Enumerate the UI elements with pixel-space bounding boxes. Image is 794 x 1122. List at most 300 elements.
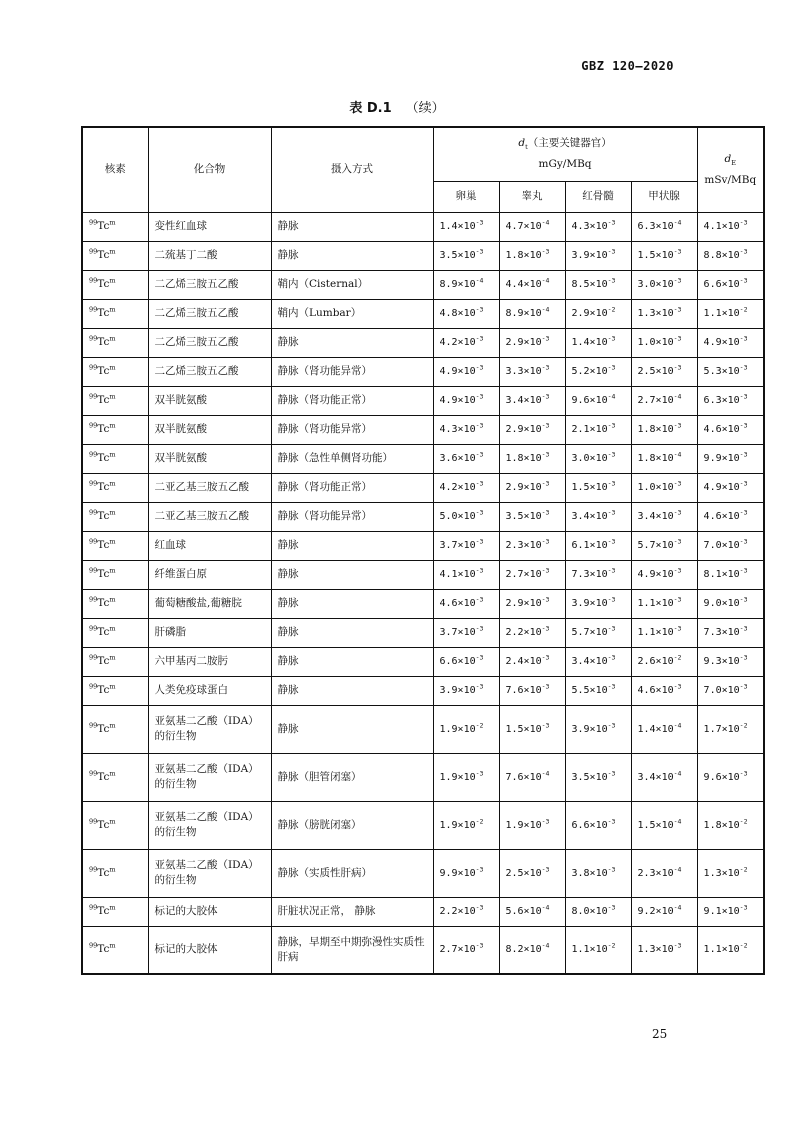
- thyroid-dose-cell: [631, 212, 697, 241]
- metastable-mark: m: [109, 479, 116, 488]
- red-marrow-dose-cell: [565, 849, 631, 897]
- dose-exponent: -3: [673, 276, 682, 285]
- route-cell: 静脉（肾功能正常）: [271, 386, 433, 415]
- testis-dose-cell: [499, 357, 565, 386]
- table-row: [82, 357, 764, 386]
- col-header-thyroid: 甲状腺: [631, 181, 697, 212]
- metastable-mark: m: [109, 276, 116, 285]
- testis-dose-cell: [499, 212, 565, 241]
- dose-exponent: -3: [475, 479, 484, 488]
- dose-exponent: -3: [475, 334, 484, 343]
- dose-exponent: -3: [673, 537, 682, 546]
- table-row: [82, 589, 764, 618]
- dose-exponent: -3: [475, 941, 484, 950]
- testis-dose-cell: [499, 647, 565, 676]
- dose-mantissa: 6.3×10: [637, 221, 674, 232]
- effective-dose-cell: [697, 328, 764, 357]
- thyroid-dose-cell: [631, 299, 697, 328]
- dose-mantissa: 2.5×10: [637, 366, 674, 377]
- testis-dose-cell: [499, 753, 565, 801]
- dose-mantissa: 1.1×10: [637, 598, 674, 609]
- metastable-mark: m: [109, 363, 116, 372]
- metastable-mark: m: [109, 508, 116, 517]
- dose-exponent: -3: [607, 218, 616, 227]
- dose-mantissa: 4.9×10: [439, 366, 476, 377]
- dose-mantissa: 3.9×10: [439, 685, 476, 696]
- dose-mantissa: 2.3×10: [505, 540, 542, 551]
- nuclide-cell: [82, 299, 148, 328]
- element-symbol: Tc: [97, 249, 110, 261]
- compound-cell: 葡萄糖酸盐,葡糖脘: [148, 589, 271, 618]
- route-cell: 静脉（肾功能异常）: [271, 502, 433, 531]
- dose-mantissa: 3.4×10: [637, 511, 674, 522]
- red-marrow-dose-cell: [565, 647, 631, 676]
- nuclide-cell: [82, 897, 148, 926]
- de-symbol: d: [724, 152, 732, 165]
- dose-mantissa: 5.7×10: [571, 627, 608, 638]
- thyroid-dose-cell: [631, 676, 697, 705]
- dose-exponent: -3: [475, 305, 484, 314]
- thyroid-dose-cell: [631, 328, 697, 357]
- ovary-dose-cell: [433, 270, 499, 299]
- dose-mantissa: 1.9×10: [439, 771, 476, 783]
- compound-cell: 二亚乙基三胺五乙酸: [148, 473, 271, 502]
- dose-mantissa: 3.4×10: [571, 511, 608, 522]
- red-marrow-dose-cell: [565, 212, 631, 241]
- dose-mantissa: 5.3×10: [703, 366, 740, 377]
- dose-exponent: -4: [541, 305, 550, 314]
- red-marrow-dose-cell: [565, 676, 631, 705]
- metastable-mark: m: [109, 682, 116, 691]
- ovary-dose-cell: [433, 705, 499, 753]
- dose-mantissa: 4.1×10: [439, 569, 476, 580]
- dose-exponent: -3: [607, 334, 616, 343]
- metastable-mark: m: [109, 721, 116, 729]
- nuclide-cell: [82, 647, 148, 676]
- red-marrow-dose-cell: [565, 705, 631, 753]
- dose-mantissa: 5.7×10: [637, 540, 674, 551]
- dose-mantissa: 2.9×10: [505, 598, 542, 609]
- ovary-dose-cell: [433, 328, 499, 357]
- table-row: [82, 299, 764, 328]
- dose-mantissa: 2.7×10: [637, 395, 674, 406]
- route-cell: 肝脏状况正常， 静脉: [271, 897, 433, 926]
- red-marrow-dose-cell: [565, 299, 631, 328]
- dose-exponent: -3: [739, 218, 748, 227]
- ovary-dose-cell: [433, 801, 499, 849]
- dose-exponent: -2: [673, 653, 682, 662]
- testis-dose-cell: [499, 589, 565, 618]
- effective-dose-cell: [697, 299, 764, 328]
- dose-exponent: -3: [541, 537, 550, 546]
- dose-mantissa: 8.8×10: [703, 250, 740, 261]
- nuclide-cell: [82, 589, 148, 618]
- effective-dose-unit: mSv/MBq: [704, 173, 757, 186]
- dt-subscript: t: [525, 143, 528, 152]
- dose-exponent: -3: [607, 682, 616, 691]
- ovary-dose-cell: [433, 473, 499, 502]
- mass-number: 99: [89, 903, 98, 912]
- dose-mantissa: 6.6×10: [571, 819, 608, 831]
- testis-dose-cell: [499, 270, 565, 299]
- mass-number: 99: [89, 865, 98, 873]
- dose-mantissa: 4.9×10: [703, 337, 740, 348]
- nuclide-cell: [82, 328, 148, 357]
- dose-exponent: -3: [673, 363, 682, 372]
- testis-dose-cell: [499, 676, 565, 705]
- thyroid-dose-cell: [631, 926, 697, 974]
- organ-dose-title: [440, 136, 691, 151]
- effective-dose-cell: [697, 849, 764, 897]
- dose-exponent: -3: [739, 334, 748, 343]
- dose-mantissa: 2.9×10: [505, 424, 542, 435]
- ovary-dose-cell: [433, 415, 499, 444]
- nuclide-cell: [82, 212, 148, 241]
- dose-mantissa: 7.0×10: [703, 685, 740, 696]
- dose-mantissa: 1.9×10: [439, 819, 476, 831]
- table-caption: [0, 97, 794, 116]
- nuclide-cell: [82, 676, 148, 705]
- testis-dose-cell: [499, 705, 565, 753]
- compound-cell: 双半胱氨酸: [148, 444, 271, 473]
- testis-dose-cell: [499, 502, 565, 531]
- nuclide-cell: [82, 473, 148, 502]
- dose-mantissa: 1.0×10: [637, 337, 674, 348]
- dose-exponent: -3: [475, 865, 484, 874]
- table-row: [82, 849, 764, 897]
- dose-exponent: -3: [541, 508, 550, 517]
- dose-exponent: -3: [673, 479, 682, 488]
- dose-mantissa: 3.9×10: [571, 250, 608, 261]
- red-marrow-dose-cell: [565, 270, 631, 299]
- dose-mantissa: 1.5×10: [637, 250, 674, 261]
- thyroid-dose-cell: [631, 849, 697, 897]
- col-header-nuclide: 核素: [82, 127, 148, 212]
- thyroid-dose-cell: [631, 241, 697, 270]
- thyroid-dose-cell: [631, 705, 697, 753]
- dose-exponent: -3: [739, 363, 748, 372]
- dose-mantissa: 1.4×10: [439, 221, 476, 232]
- dose-mantissa: 5.5×10: [571, 685, 608, 696]
- dose-exponent: -3: [541, 865, 550, 874]
- route-cell: 静脉（膀胱闭塞）: [271, 801, 433, 849]
- dose-exponent: -3: [739, 624, 748, 633]
- effective-dose-cell: [697, 531, 764, 560]
- dose-mantissa: 9.9×10: [439, 867, 476, 879]
- element-symbol: Tc: [97, 568, 110, 580]
- route-cell: 鞘内（Lumbar）: [271, 299, 433, 328]
- dose-mantissa: 3.4×10: [637, 771, 674, 783]
- metastable-mark: m: [109, 941, 116, 950]
- thyroid-dose-cell: [631, 897, 697, 926]
- thyroid-dose-cell: [631, 618, 697, 647]
- compound-cell: 亚氨基二乙酸（IDA）的衍生物: [148, 849, 271, 897]
- dose-mantissa: 5.0×10: [439, 511, 476, 522]
- dose-exponent: -4: [673, 218, 682, 227]
- effective-dose-cell: [697, 415, 764, 444]
- dose-exponent: -3: [607, 595, 616, 604]
- dose-exponent: -3: [739, 479, 748, 488]
- dose-exponent: -3: [739, 769, 748, 778]
- dose-mantissa: 3.7×10: [439, 627, 476, 638]
- dose-exponent: -3: [607, 247, 616, 256]
- dose-exponent: -3: [541, 479, 550, 488]
- ovary-dose-cell: [433, 444, 499, 473]
- route-cell: 静脉（肾功能异常）: [271, 357, 433, 386]
- dose-mantissa: 7.0×10: [703, 540, 740, 551]
- thyroid-dose-cell: [631, 753, 697, 801]
- red-marrow-dose-cell: [565, 618, 631, 647]
- dose-mantissa: 4.6×10: [439, 598, 476, 609]
- mass-number: 99: [89, 450, 98, 459]
- table-row: [82, 473, 764, 502]
- red-marrow-dose-cell: [565, 473, 631, 502]
- compound-cell: 肝磷脂: [148, 618, 271, 647]
- metastable-mark: m: [109, 817, 116, 825]
- dose-exponent: -3: [541, 566, 550, 575]
- dose-exponent: -2: [739, 721, 748, 730]
- testis-dose-cell: [499, 386, 565, 415]
- dose-exponent: -3: [607, 721, 616, 730]
- dose-mantissa: 2.9×10: [571, 308, 608, 319]
- dose-exponent: -3: [607, 566, 616, 575]
- red-marrow-dose-cell: [565, 589, 631, 618]
- effective-dose-cell: [697, 270, 764, 299]
- organ-dose-unit: mGy/MBq: [538, 158, 592, 171]
- mass-number: 99: [89, 508, 98, 517]
- dose-mantissa: 3.0×10: [637, 279, 674, 290]
- effective-dose-cell: [697, 753, 764, 801]
- dose-exponent: -3: [739, 682, 748, 691]
- route-cell: 静脉（肾功能正常）: [271, 473, 433, 502]
- dose-mantissa: 1.8×10: [505, 250, 542, 261]
- dose-exponent: -3: [607, 479, 616, 488]
- metastable-mark: m: [109, 865, 116, 873]
- red-marrow-dose-cell: [565, 753, 631, 801]
- dose-exponent: -2: [475, 817, 484, 826]
- dose-mantissa: 2.2×10: [439, 906, 476, 917]
- element-symbol: Tc: [97, 943, 110, 956]
- dose-mantissa: 1.9×10: [439, 723, 476, 735]
- dose-mantissa: 2.9×10: [505, 337, 542, 348]
- route-cell: 静脉（肾功能异常）: [271, 415, 433, 444]
- dose-mantissa: 8.0×10: [571, 906, 608, 917]
- compound-cell: 双半胱氨酸: [148, 415, 271, 444]
- metastable-mark: m: [109, 305, 116, 314]
- nuclide-cell: [82, 241, 148, 270]
- metastable-mark: m: [109, 595, 116, 604]
- dose-exponent: -2: [607, 305, 616, 314]
- nuclide-cell: [82, 415, 148, 444]
- element-symbol: Tc: [97, 684, 110, 696]
- dose-exponent: -4: [673, 865, 682, 874]
- effective-dose-cell: [697, 801, 764, 849]
- dose-exponent: -3: [541, 247, 550, 256]
- ovary-dose-cell: [433, 502, 499, 531]
- dose-exponent: -3: [739, 276, 748, 285]
- dose-exponent: -3: [739, 247, 748, 256]
- compound-cell: 二亚乙基三胺五乙酸: [148, 502, 271, 531]
- dose-exponent: -2: [739, 817, 748, 826]
- dose-mantissa: 3.5×10: [439, 250, 476, 261]
- standard-code: GBZ 120—2020: [581, 59, 674, 73]
- thyroid-dose-cell: [631, 589, 697, 618]
- red-marrow-dose-cell: [565, 560, 631, 589]
- dose-exponent: -4: [673, 450, 682, 459]
- dose-mantissa: 5.2×10: [571, 366, 608, 377]
- dose-mantissa: 4.1×10: [703, 221, 740, 232]
- dose-exponent: -3: [541, 595, 550, 604]
- dose-exponent: -3: [607, 903, 616, 912]
- mass-number: 99: [89, 479, 98, 488]
- dose-exponent: -4: [541, 903, 550, 912]
- dose-exponent: -3: [607, 624, 616, 633]
- route-cell: 静脉: [271, 241, 433, 270]
- dose-mantissa: 2.7×10: [439, 944, 476, 956]
- dose-mantissa: 2.1×10: [571, 424, 608, 435]
- red-marrow-dose-cell: [565, 897, 631, 926]
- dose-mantissa: 1.3×10: [637, 944, 674, 956]
- dose-mantissa: 1.8×10: [703, 819, 740, 831]
- route-cell: 静脉: [271, 560, 433, 589]
- dose-exponent: -3: [475, 537, 484, 546]
- dose-mantissa: 8.2×10: [505, 944, 542, 956]
- dose-mantissa: 4.3×10: [571, 221, 608, 232]
- dose-exponent: -3: [607, 537, 616, 546]
- table-row: [82, 270, 764, 299]
- route-cell: 静脉: [271, 705, 433, 753]
- dose-exponent: -4: [673, 392, 682, 401]
- ovary-dose-cell: [433, 386, 499, 415]
- testis-dose-cell: [499, 415, 565, 444]
- route-cell: 静脉: [271, 676, 433, 705]
- dose-mantissa: 1.0×10: [637, 482, 674, 493]
- table-row: [82, 647, 764, 676]
- testis-dose-cell: [499, 473, 565, 502]
- dose-exponent: -3: [541, 817, 550, 826]
- caption-label: 表 D.1: [349, 101, 392, 116]
- ovary-dose-cell: [433, 589, 499, 618]
- metastable-mark: m: [109, 218, 116, 227]
- route-cell: 静脉: [271, 328, 433, 357]
- dose-mantissa: 2.5×10: [505, 867, 542, 879]
- dose-exponent: -3: [673, 421, 682, 430]
- thyroid-dose-cell: [631, 473, 697, 502]
- dose-exponent: -3: [739, 903, 748, 912]
- effective-dose-cell: [697, 618, 764, 647]
- dose-exponent: -3: [739, 653, 748, 662]
- route-cell: 静脉: [271, 212, 433, 241]
- compound-cell: 六甲基丙二胺肟: [148, 647, 271, 676]
- nuclide-cell: [82, 270, 148, 299]
- route-cell: 静脉: [271, 531, 433, 560]
- testis-dose-cell: [499, 560, 565, 589]
- dose-exponent: -3: [673, 334, 682, 343]
- dose-exponent: -3: [475, 653, 484, 662]
- dose-mantissa: 4.9×10: [439, 395, 476, 406]
- dose-exponent: -3: [607, 508, 616, 517]
- dose-mantissa: 1.1×10: [571, 944, 608, 956]
- compound-cell: 标记的大胶体: [148, 926, 271, 974]
- red-marrow-dose-cell: [565, 531, 631, 560]
- dose-mantissa: 5.6×10: [505, 906, 542, 917]
- compound-cell: 标记的大胶体: [148, 897, 271, 926]
- dose-mantissa: 4.6×10: [703, 424, 740, 435]
- compound-cell: 二巯基丁二酸: [148, 241, 271, 270]
- effective-dose-cell: [697, 212, 764, 241]
- compound-cell: 人类免疫球蛋白: [148, 676, 271, 705]
- effective-dose-cell: [697, 502, 764, 531]
- dose-mantissa: 3.6×10: [439, 453, 476, 464]
- effective-dose-cell: [697, 473, 764, 502]
- testis-dose-cell: [499, 801, 565, 849]
- metastable-mark: m: [109, 769, 116, 777]
- mass-number: 99: [89, 624, 98, 633]
- dose-exponent: -3: [475, 903, 484, 912]
- dose-mantissa: 9.2×10: [637, 906, 674, 917]
- dose-exponent: -4: [541, 218, 550, 227]
- dose-exponent: -2: [475, 721, 484, 730]
- mass-number: 99: [89, 305, 98, 314]
- dose-exponent: -3: [607, 363, 616, 372]
- table-row: [82, 328, 764, 357]
- dose-mantissa: 7.6×10: [505, 685, 542, 696]
- effective-dose-cell: [697, 241, 764, 270]
- metastable-mark: m: [109, 537, 116, 546]
- dose-exponent: -3: [475, 566, 484, 575]
- dose-exponent: -3: [475, 595, 484, 604]
- dose-exponent: -3: [673, 566, 682, 575]
- dose-mantissa: 3.3×10: [505, 366, 542, 377]
- dose-mantissa: 3.5×10: [571, 771, 608, 783]
- dose-mantissa: 2.3×10: [637, 867, 674, 879]
- red-marrow-dose-cell: [565, 926, 631, 974]
- dose-exponent: -3: [673, 247, 682, 256]
- dose-exponent: -3: [475, 508, 484, 517]
- nuclide-cell: [82, 386, 148, 415]
- table-row: [82, 415, 764, 444]
- dose-mantissa: 8.9×10: [505, 308, 542, 319]
- dose-exponent: -3: [475, 218, 484, 227]
- effective-dose-cell: [697, 647, 764, 676]
- dose-exponent: -2: [739, 865, 748, 874]
- compound-cell: 亚氨基二乙酸（IDA）的衍生物: [148, 705, 271, 753]
- dose-exponent: -3: [607, 865, 616, 874]
- col-header-organ-dose: [433, 127, 697, 181]
- dose-mantissa: 9.1×10: [703, 906, 740, 917]
- table-row: [82, 560, 764, 589]
- dose-mantissa: 4.8×10: [439, 308, 476, 319]
- ovary-dose-cell: [433, 531, 499, 560]
- dose-exponent: -3: [607, 276, 616, 285]
- table-row: [82, 676, 764, 705]
- dose-exponent: -3: [739, 566, 748, 575]
- mass-number: 99: [89, 595, 98, 604]
- thyroid-dose-cell: [631, 647, 697, 676]
- dose-mantissa: 3.4×10: [505, 395, 542, 406]
- testis-dose-cell: [499, 926, 565, 974]
- element-symbol: Tc: [97, 818, 110, 831]
- red-marrow-dose-cell: [565, 502, 631, 531]
- red-marrow-dose-cell: [565, 328, 631, 357]
- effective-dose-cell: [697, 444, 764, 473]
- element-symbol: Tc: [97, 626, 110, 638]
- element-symbol: Tc: [97, 220, 110, 232]
- red-marrow-dose-cell: [565, 801, 631, 849]
- dose-mantissa: 9.0×10: [703, 598, 740, 609]
- compound-cell: 亚氨基二乙酸（IDA）的衍生物: [148, 753, 271, 801]
- element-symbol: Tc: [97, 905, 110, 917]
